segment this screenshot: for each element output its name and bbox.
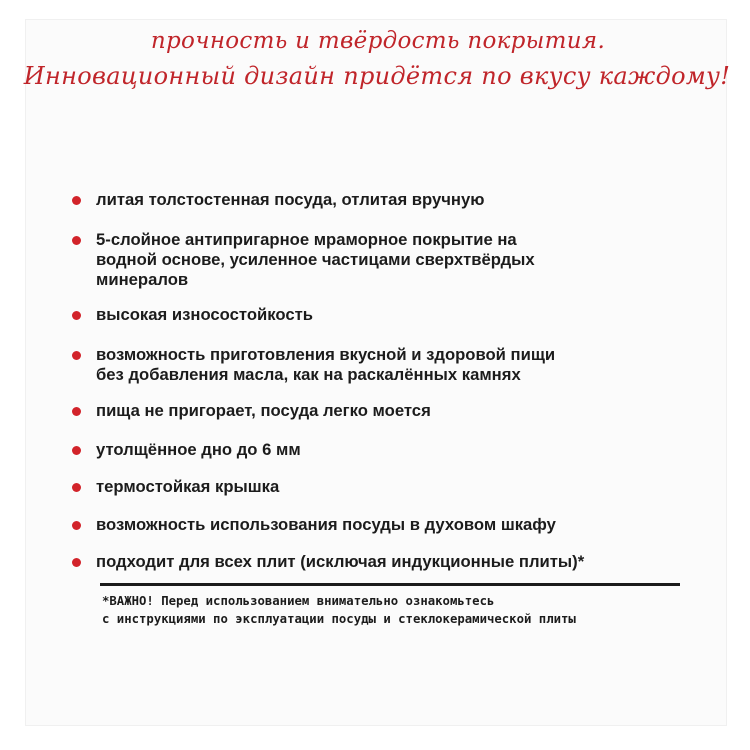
feature-text: водной основе, усиленное частицами сверхтвёрдых xyxy=(96,250,535,269)
bullet-dot-icon xyxy=(72,351,81,360)
important-note xyxy=(102,592,576,628)
feature-text: возможность использования посуды в духовом шкафу xyxy=(96,515,556,534)
bullet-dot-icon xyxy=(72,236,81,245)
bullet-dot-icon xyxy=(72,483,81,492)
feature-text: пища не пригорает, посуда легко моется xyxy=(96,401,431,420)
feature-text: без добавления масла, как на раскалённых камнях xyxy=(96,365,521,384)
note-line-1: *ВАЖНО! Перед использованием внимательно ознакомьтесь xyxy=(102,594,495,608)
bullet-dot-icon xyxy=(72,407,81,416)
bullet-dot-icon xyxy=(72,196,81,205)
feature-text: минералов xyxy=(96,270,189,289)
feature-text: подходит для всех плит (исключая индукционные плиты)* xyxy=(96,552,585,571)
bullet-dot-icon xyxy=(72,558,81,567)
bullet-dot-icon xyxy=(72,311,81,320)
divider-rule xyxy=(100,583,680,586)
slogan-line-1: прочность и твёрдость покрытия. xyxy=(150,28,606,54)
feature-text: возможность приготовления вкусной и здоровой пищи xyxy=(96,345,556,364)
feature-text: термостойкая крышка xyxy=(96,477,280,496)
feature-text: утолщённое дно до 6 мм xyxy=(96,440,301,459)
note-line-2: с инструкциями по эксплуатации посуды и стеклокерамической плиты xyxy=(102,612,576,626)
feature-text: литая толстостенная посуда, отлитая вручную xyxy=(96,190,485,209)
bullet-dot-icon xyxy=(72,446,81,455)
bullet-dot-icon xyxy=(72,521,81,530)
feature-text: 5-слойное антипригарное мраморное покрытие на xyxy=(96,230,517,249)
slogan-line-2: Инновационный дизайн придётся по вкусу каждому! xyxy=(23,62,731,90)
feature-text: высокая износостойкость xyxy=(96,305,314,324)
